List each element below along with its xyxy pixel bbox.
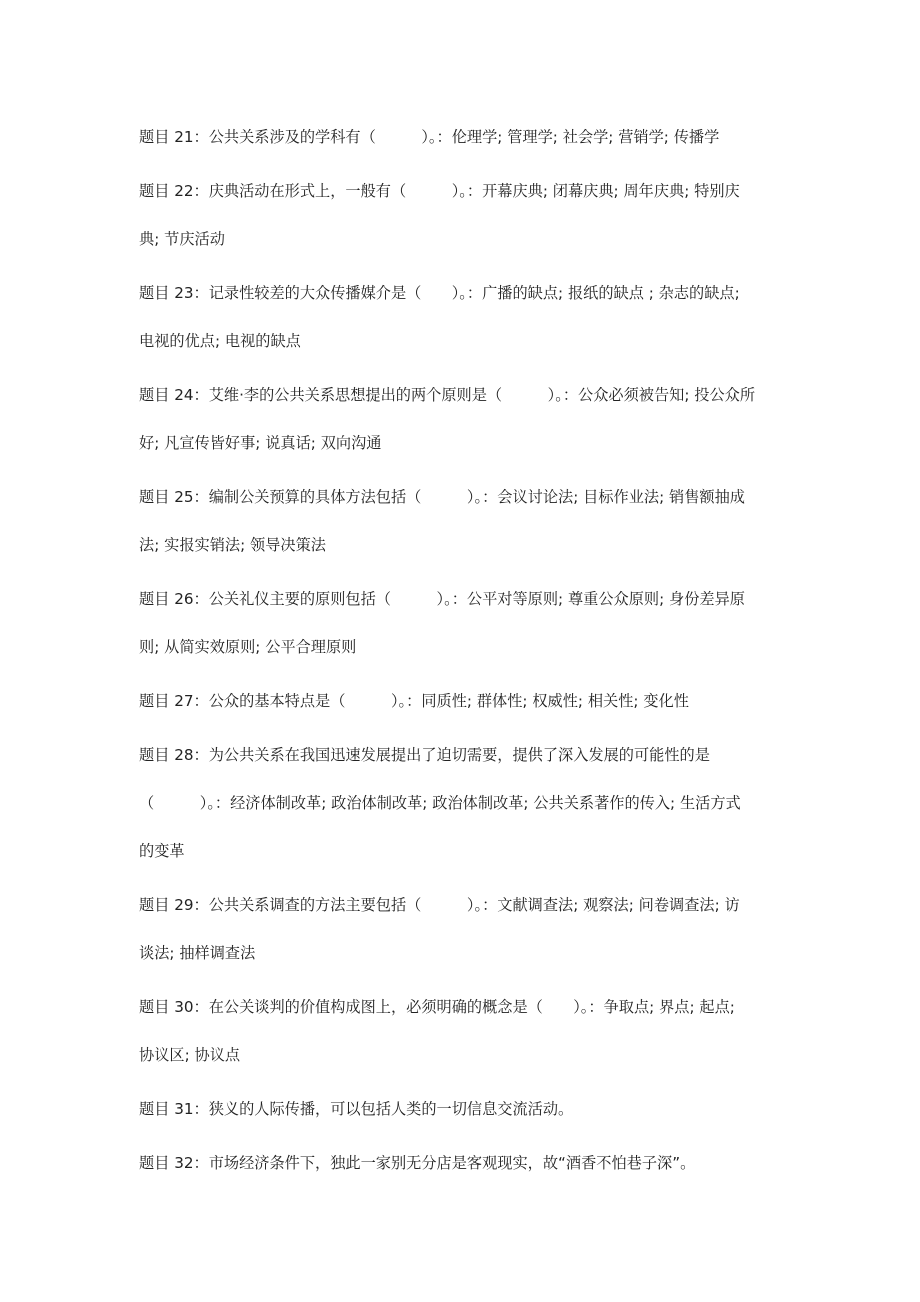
question-24-line-2: 好; 凡宣传皆好事; 说真话; 双向沟通 bbox=[139, 434, 382, 452]
question-29-line-2: 谈法; 抽样调查法 bbox=[139, 944, 256, 962]
question-32-line-1: 题目 32：市场经济条件下，独此一家别无分店是客观现实，故“酒香不怕巷子深”。 bbox=[139, 1154, 696, 1172]
question-31-line-1: 题目 31：狭义的人际传播，可以包括人类的一切信息交流活动。 bbox=[139, 1100, 574, 1118]
question-29-line-1: 题目 29：公共关系调查的方法主要包括（ ）。：文献调查法; 观察法; 问卷调查法; 访 bbox=[139, 896, 740, 914]
question-23-line-2: 电视的优点; 电视的缺点 bbox=[139, 332, 301, 350]
question-21-line-1: 题目 21：公共关系涉及的学科有（ ）。：伦理学; 管理学; 社会学; 营销学; 传播学 bbox=[139, 128, 720, 146]
question-22-line-1: 题目 22：庆典活动在形式上，一般有（ ）。：开幕庆典; 闭幕庆典; 周年庆典; 特别庆 bbox=[139, 182, 740, 200]
question-30-line-1: 题目 30：在公关谈判的价值构成图上，必须明确的概念是（ ）。：争取点; 界点; 起点; bbox=[139, 998, 735, 1016]
question-27-line-1: 题目 27：公众的基本特点是（ ）。：同质性; 群体性; 权威性; 相关性; 变化性 bbox=[139, 692, 689, 710]
question-26-line-2: 则; 从简实效原则; 公平合理原则 bbox=[139, 638, 357, 656]
question-24-line-1: 题目 24：艾维·李的公共关系思想提出的两个原则是（ ）。：公众必须被告知; 投公众所 bbox=[139, 386, 756, 404]
question-28-line-3: 的变革 bbox=[139, 842, 185, 860]
question-26-line-1: 题目 26：公关礼仪主要的原则包括（ ）。：公平对等原则; 尊重公众原则; 身份差异原 bbox=[139, 590, 745, 608]
question-25-line-2: 法; 实报实销法; 领导决策法 bbox=[139, 536, 326, 554]
question-28-line-2: （ ）。：经济体制改革; 政治体制改革; 政治体制改革; 公共关系著作的传入; 生活方式 bbox=[139, 794, 741, 812]
question-22-line-2: 典; 节庆活动 bbox=[139, 230, 225, 248]
question-28-line-1: 题目 28：为公共关系在我国迅速发展提出了迫切需要，提供了深入发展的可能性的是 bbox=[139, 746, 710, 764]
question-25-line-1: 题目 25：编制公关预算的具体方法包括（ ）。：会议讨论法; 目标作业法; 销售额抽成 bbox=[139, 488, 745, 506]
question-30-line-2: 协议区; 协议点 bbox=[139, 1046, 241, 1064]
question-23-line-1: 题目 23：记录性较差的大众传播媒介是（ ）。：广播的缺点; 报纸的缺点 ; 杂志的缺点; bbox=[139, 284, 740, 302]
